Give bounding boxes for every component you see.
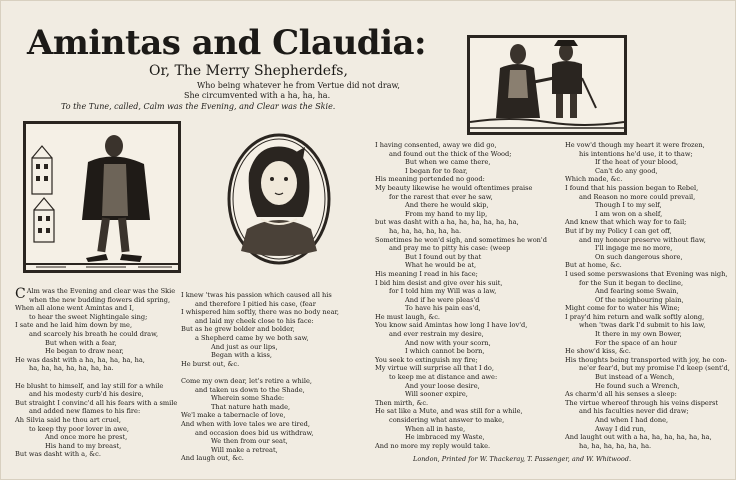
verse-line: But when we came there, xyxy=(405,158,491,167)
verse-line: And laught out with a ha, ha, ha, ha, ha, ha, xyxy=(565,433,712,442)
tune-line: To the Tune, called, Calm was the Evening, and Clear was the Skie. xyxy=(61,102,336,111)
verse-line: He vow'd though my heart it were frozen, xyxy=(565,141,705,149)
verse-line: He blusht to himself, and lay still for a while xyxy=(15,381,164,390)
verse-line: I am won on a shelf, xyxy=(595,209,663,218)
verse-line: Ah Silvia said he thou art cruel, xyxy=(15,415,121,424)
verse-line: and therefore I pitied his case, (fear xyxy=(195,299,316,308)
intro-line-1: Who being whatever he from Vertue did not draw, xyxy=(197,81,400,90)
verse-line: He must laugh, &c. xyxy=(375,312,440,321)
verse-line: We'l make a tabernacle of love, xyxy=(181,411,286,420)
verse-line: But as he grew bolder and bolder, xyxy=(181,325,295,334)
woodcut-gentleman xyxy=(23,121,181,273)
verse-line: And laugh out, &c. xyxy=(181,454,244,463)
verse-line: For the space of an hour xyxy=(595,338,677,347)
verse-line: I'll ingage me no more, xyxy=(595,244,673,253)
verse-line: Which made, &c. xyxy=(565,175,623,184)
dropcap-letter: C xyxy=(15,286,26,302)
verse-line: And when with love tales we are tired, xyxy=(181,419,310,428)
verse-line: You know said Amintas how long I have lov'd, xyxy=(375,321,528,330)
verse-line: On such dangerous shore, xyxy=(595,252,683,261)
verse-line: and taken us down to the Shade, xyxy=(195,385,305,394)
verse-line: I found that his passion began to Rebel, xyxy=(565,183,699,192)
verse-line: His thoughts being transported with joy, he con- xyxy=(565,355,727,364)
verse-line: And fearing some Swain, xyxy=(595,287,679,296)
woodcut-lady-portrait xyxy=(227,133,331,265)
verse-line: He burst out, &c. xyxy=(181,359,240,368)
verse-line: As charm'd all his senses a sleep: xyxy=(565,390,677,399)
verse-line: Will make a retreat, xyxy=(211,445,278,454)
verse-line: Away I did run, xyxy=(595,424,646,433)
verse-line: and Reason no more could prevail, xyxy=(579,192,696,201)
verse-line: and his faculties never did draw; xyxy=(579,407,689,416)
verse-line: I which cannot be born, xyxy=(405,347,485,356)
verse-line: for the rarest that ever he saw, xyxy=(389,192,493,201)
verse-line: to keep me at distance and awe: xyxy=(389,373,498,382)
verse-line: But straight I convinc'd all his fears with a smile xyxy=(15,398,178,407)
verse-line: But when with a fear, xyxy=(45,338,117,347)
verse-column-1 xyxy=(15,287,177,459)
verse-line: And your loose desire, xyxy=(405,381,480,390)
verse-line: Though I to my self, xyxy=(595,201,662,210)
verse-line: and occasion does bid us withdraw, xyxy=(195,428,314,437)
verse-line: and found out the thick of the Wood; xyxy=(389,149,512,158)
printer-imprint: London, Printed for W. Thackeray, T. Passenger, and W. Whitwood. xyxy=(413,455,632,463)
verse-line: I used some perswasions that Evening was nigh, xyxy=(565,269,728,278)
verse-line xyxy=(181,368,353,377)
verse-line: It there in my own Bower, xyxy=(595,330,682,339)
verse-line: and scarcely his breath he could draw, xyxy=(29,329,159,338)
verse-line: I knew 'twas his passion which caused all his xyxy=(181,291,332,299)
verse-line: I began for to fear, xyxy=(405,166,468,175)
verse-line: Sometimes he won'd sigh, and sometimes he won'd xyxy=(375,235,547,244)
verse-line: And now with your scorn, xyxy=(405,338,491,347)
verse-line: And when I had done, xyxy=(595,416,669,424)
verse-line: His hand to my breast, xyxy=(45,441,122,450)
verse-line: But if by my Policy I can get off, xyxy=(565,226,672,235)
ballad-title: Amintas and Claudia: xyxy=(27,23,427,63)
verse-line: for the Sun it began to decline, xyxy=(579,278,684,287)
verse-line: and pray me to pitty his case: (weep xyxy=(389,244,511,253)
verse-line: to keep thy poor lover in awe, xyxy=(29,424,129,433)
verse-line: His meaning portended no good: xyxy=(375,175,485,184)
verse-line: to hear the sweet Nightingale sing; xyxy=(29,312,148,321)
verse-line: and his modesty curb'd his desire, xyxy=(29,390,144,399)
verse-line: And knew that which way for to fail; xyxy=(565,218,687,227)
verse-line: His meaning I read in his face; xyxy=(375,269,478,278)
verse-line: Alm was the Evening and clear was the Skie xyxy=(26,287,176,295)
verse-line: And there he would skip, xyxy=(405,201,489,210)
verse-line: I bid him desist and give over his suit, xyxy=(375,278,503,287)
verse-line: a Shepherd came by we both saw, xyxy=(195,333,309,342)
verse-line: To have his pain eas'd, xyxy=(405,304,481,313)
verse-column-2 xyxy=(181,291,353,463)
verse-line: And just as our lips, xyxy=(211,342,278,351)
verse-line: considering what answer to make, xyxy=(389,416,505,424)
verse-line: and laid my cheek close to his face: xyxy=(195,316,314,325)
verse-line: Wherein some Shade: xyxy=(211,394,285,403)
ballad-subtitle: Or, The Merry Shepherdefs, xyxy=(149,63,348,79)
verse-line: ha, ha, ha, ha, ha, ha, ha. xyxy=(29,364,114,373)
gentleman-figure-icon xyxy=(26,124,178,270)
verse-line: My beauty likewise he would oftentimes praise xyxy=(375,183,533,192)
verse-line: And no more my reply would take. xyxy=(375,441,491,450)
verse-line: Began with a kiss, xyxy=(211,351,272,360)
verse-line: What he would be at, xyxy=(405,261,477,270)
verse-line: And if he were pleas'd xyxy=(405,295,480,304)
verse-line: and added new flames to his fire: xyxy=(29,407,141,416)
verse-line: But at home, &c. xyxy=(565,261,622,270)
verse-line: I sate and he laid him down by me, xyxy=(15,321,133,330)
verse-line: If the heat of your blood, xyxy=(595,158,679,167)
verse-line: But instead of a Wench, xyxy=(595,373,675,382)
verse-line: for I told him my Will was a law, xyxy=(389,287,497,296)
verse-line: Will sooner expire, xyxy=(405,390,468,399)
verse-line: When all in haste, xyxy=(405,424,466,433)
verse-line: when 'twas dark I'd submit to his law, xyxy=(579,321,706,330)
verse-line: Might come for to water his Wine; xyxy=(565,304,680,313)
verse-line: I having consented, away we did go, xyxy=(375,141,497,149)
verse-line: He imbraced my Waste, xyxy=(405,433,485,442)
verse-line: Can't do any good, xyxy=(595,166,658,175)
verse-line: I whispered him softly, there was no body near, xyxy=(181,308,340,317)
verse-line: He was dasht with a ha, ha, ha, ha, ha, xyxy=(15,355,145,364)
verse-line: his intentions he'd use, it to thaw; xyxy=(579,149,693,158)
woodcut-couple xyxy=(467,35,627,135)
verse-line xyxy=(15,373,177,382)
intro-line-2: She circumvented with a ha, ha, ha. xyxy=(184,91,331,100)
verse-line: He sat like a Mute, and was still for a while, xyxy=(375,407,523,416)
verse-line: ha, ha, ha, ha, ha, ha. xyxy=(579,441,652,450)
verse-line: Come my own dear, let's retire a while, xyxy=(181,376,313,385)
verse-line: That nature hath made, xyxy=(211,402,291,411)
verse-line: My virtue will surprise all that I do, xyxy=(375,364,494,373)
verse-line: He found such a Wrench, xyxy=(595,381,680,390)
verse-line: He show'd kiss, &c. xyxy=(565,347,631,356)
verse-line: When all alone went Amintas and I, xyxy=(15,304,134,313)
verse-line: I pray'd him return and walk softly along, xyxy=(565,312,705,321)
verse-line: but was dasht with a ha, ha, ha, ha, ha, ha, xyxy=(375,218,519,227)
verse-line: But I found out by that xyxy=(405,252,482,261)
verse-line: and ever restrain my desire, xyxy=(389,330,484,339)
verse-line: Of the neighbouring plain, xyxy=(595,295,684,304)
lady-portrait-icon xyxy=(227,133,331,265)
verse-line: The virtue whereof through his veins disperst xyxy=(565,398,719,407)
verse-line: From my hand to my lip, xyxy=(405,209,488,218)
couple-figures-icon xyxy=(470,38,624,132)
verse-line: when the new budding flowers did spring, xyxy=(29,295,171,304)
verse-column-3 xyxy=(375,141,561,450)
verse-line: He began to draw near, xyxy=(45,347,124,356)
verse-line: You seek to extinguish my fire; xyxy=(375,355,478,364)
verse-line: We then from our seat, xyxy=(211,437,288,446)
verse-line: ha, ha, ha, ha, ha, ha. xyxy=(389,226,462,235)
verse-line: ne'er fear'd, but my promise I'd keep (sent'd, xyxy=(579,364,730,373)
verse-line: Then mirth, &c. xyxy=(375,398,429,407)
verse-line: and my honour preserve without flaw, xyxy=(579,235,706,244)
verse-line: But was dasht with a, &c. xyxy=(15,450,101,459)
verse-column-4 xyxy=(565,141,731,450)
verse-line: And once more he prest, xyxy=(45,433,128,442)
